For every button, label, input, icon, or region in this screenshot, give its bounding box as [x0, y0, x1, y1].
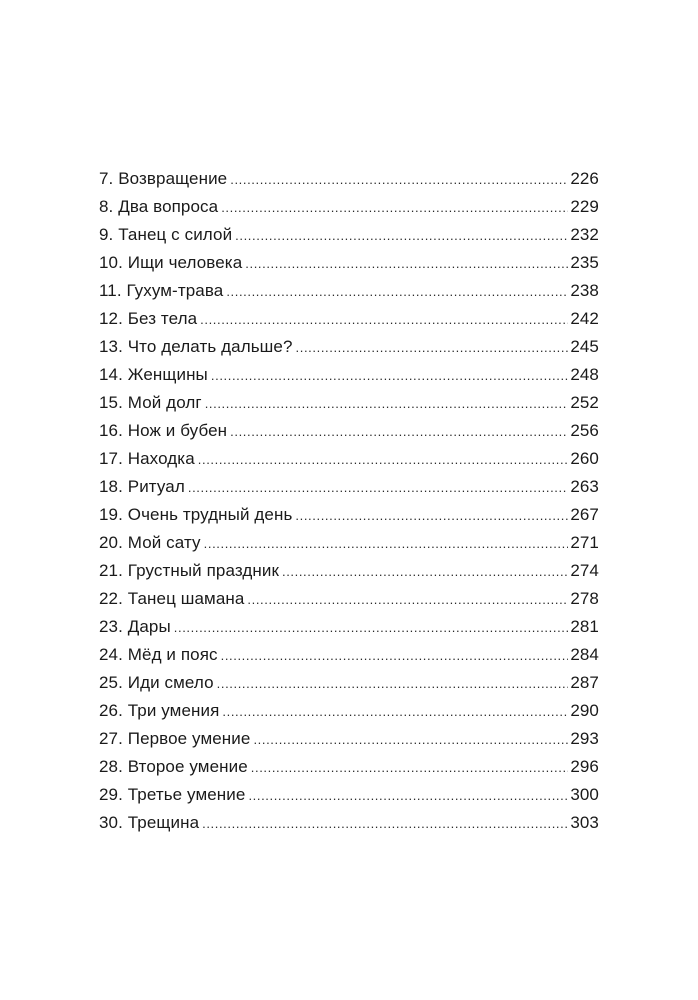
toc-entry: [99, 417, 599, 445]
toc-entry: [99, 781, 599, 809]
toc-entry-page-number: 229: [570, 197, 599, 216]
toc-entry: [99, 333, 599, 361]
toc-entry: [99, 221, 599, 249]
toc-entry-page-number: 281: [570, 617, 599, 636]
toc-dot-leader: [282, 557, 568, 585]
toc-entry-title: 9. Танец с силой: [99, 225, 233, 244]
toc-entry-title: 14. Женщины: [99, 365, 208, 384]
toc-entry-page-number: 263: [570, 477, 599, 496]
toc-entry-title: 8. Два вопроса: [99, 197, 219, 216]
toc-entry-page-number: 260: [570, 449, 599, 468]
toc-dot-leader: [247, 585, 568, 613]
toc-entry-title: 29. Третье умение: [99, 785, 246, 804]
toc-entry-page-number: 293: [570, 729, 599, 748]
toc-entry: [99, 249, 599, 277]
toc-entry-page-number: 226: [570, 169, 599, 188]
toc-entry-page-number: 267: [570, 505, 599, 524]
toc-entry-title: 15. Мой долг: [99, 393, 202, 412]
toc-entry-title: 23. Дары: [99, 617, 171, 636]
toc-dot-leader: [248, 781, 568, 809]
toc-entry: [99, 753, 599, 781]
toc-entry: [99, 473, 599, 501]
toc-entry-title: 21. Грустный праздник: [99, 561, 279, 580]
toc-entry: [99, 585, 599, 613]
toc-entry-page-number: 245: [570, 337, 599, 356]
toc-entry-page-number: 232: [570, 225, 599, 244]
toc-entry-title: 26. Три умения: [99, 701, 220, 720]
toc-dot-leader: [235, 221, 568, 249]
toc-dot-leader: [253, 725, 568, 753]
toc-dot-leader: [202, 809, 568, 837]
toc-entry-page-number: 287: [570, 673, 599, 692]
toc-dot-leader: [221, 641, 569, 669]
toc-entry-page-number: 235: [570, 253, 599, 272]
toc-entry-title: 19. Очень трудный день: [99, 505, 293, 524]
toc-entry-page-number: 252: [570, 393, 599, 412]
toc-entry: [99, 641, 599, 669]
table-of-contents: [99, 165, 599, 837]
toc-entry-page-number: 274: [570, 561, 599, 580]
toc-entry: [99, 165, 599, 193]
toc-entry-title: 30. Трещина: [99, 813, 200, 832]
toc-dot-leader: [211, 361, 568, 389]
toc-dot-leader: [217, 669, 569, 697]
toc-entry: [99, 445, 599, 473]
toc-entry-title: 17. Находка: [99, 449, 195, 468]
toc-dot-leader: [198, 445, 569, 473]
toc-dot-leader: [204, 529, 569, 557]
toc-entry: [99, 613, 599, 641]
toc-entry-page-number: 284: [570, 645, 599, 664]
toc-entry: [99, 193, 599, 221]
toc-entry-title: 12. Без тела: [99, 309, 198, 328]
toc-entry: [99, 725, 599, 753]
toc-entry: [99, 557, 599, 585]
toc-entry: [99, 669, 599, 697]
toc-entry: [99, 529, 599, 557]
toc-entry: [99, 361, 599, 389]
toc-entry-page-number: 248: [570, 365, 599, 384]
toc-entry-title: 25. Иди смело: [99, 673, 214, 692]
toc-entry-title: 16. Нож и бубен: [99, 421, 228, 440]
toc-entry-title: 24. Мёд и пояс: [99, 645, 218, 664]
toc-dot-leader: [174, 613, 569, 641]
toc-dot-leader: [295, 501, 568, 529]
toc-entry-page-number: 296: [570, 757, 599, 776]
toc-entry-title: 18. Ритуал: [99, 477, 185, 496]
toc-dot-leader: [205, 389, 569, 417]
toc-entry: [99, 809, 599, 837]
toc-entry-title: 13. Что делать дальше?: [99, 337, 293, 356]
toc-entry: [99, 277, 599, 305]
toc-dot-leader: [230, 165, 568, 193]
toc-dot-leader: [226, 277, 568, 305]
toc-entry-page-number: 256: [570, 421, 599, 440]
toc-dot-leader: [230, 417, 568, 445]
toc-entry-title: 11. Гухум-трава: [99, 281, 224, 300]
toc-dot-leader: [188, 473, 568, 501]
toc-entry-page-number: 278: [570, 589, 599, 608]
toc-dot-leader: [245, 249, 568, 277]
toc-entry-page-number: 303: [570, 813, 599, 832]
toc-entry-title: 7. Возвращение: [99, 169, 228, 188]
toc-entry-page-number: 300: [570, 785, 599, 804]
toc-entry-page-number: 271: [570, 533, 599, 552]
toc-entry: [99, 697, 599, 725]
toc-entry-page-number: 242: [570, 309, 599, 328]
toc-entry-page-number: 290: [570, 701, 599, 720]
toc-entry-page-number: 238: [570, 281, 599, 300]
toc-entry: [99, 501, 599, 529]
toc-entry: [99, 305, 599, 333]
toc-dot-leader: [296, 333, 569, 361]
toc-entry-title: 28. Второе умение: [99, 757, 248, 776]
toc-entry-title: 10. Ищи человека: [99, 253, 243, 272]
toc-entry-title: 27. Первое умение: [99, 729, 251, 748]
toc-entry-title: 20. Мой сату: [99, 533, 201, 552]
toc-dot-leader: [251, 753, 569, 781]
toc-dot-leader: [200, 305, 568, 333]
toc-entry-title: 22. Танец шамана: [99, 589, 245, 608]
toc-entry: [99, 389, 599, 417]
toc-dot-leader: [222, 697, 568, 725]
toc-dot-leader: [221, 193, 568, 221]
